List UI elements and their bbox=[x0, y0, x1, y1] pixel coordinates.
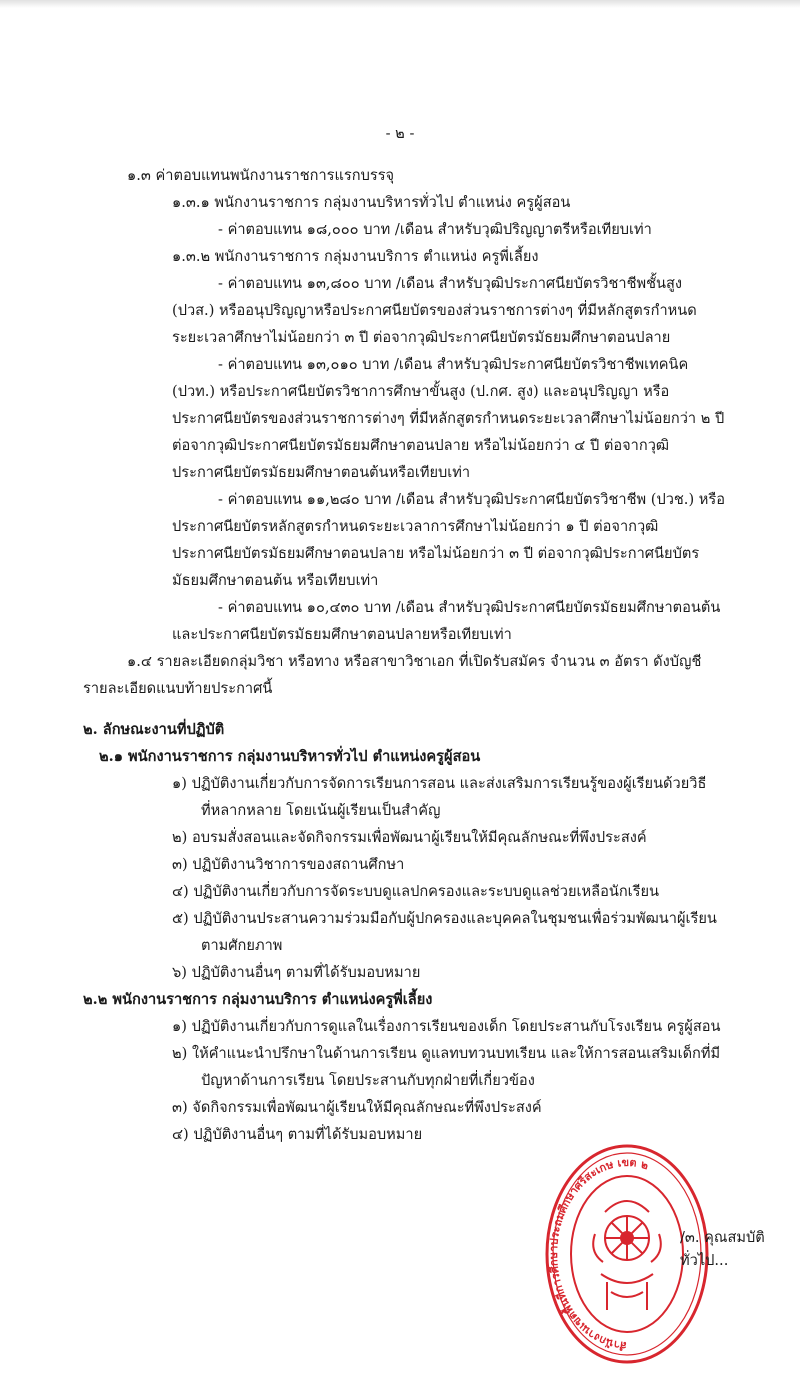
pay-line-3-cont-4: ประกาศนียบัตรมัธยมศึกษาตอนต้นหรือเทียบเท่า bbox=[172, 464, 471, 481]
duty-2-2-1: ๑) ปฏิบัติงานเกี่ยวกับการดูแลในเรื่องการเรียนของเด็ก โดยประสานกับโรงเรียน ครูผู้สอน bbox=[172, 1018, 721, 1035]
section-2-1-heading: ๒.๑ พนักงานราชการ กลุ่มงานบริหารทั่วไป ตำแหน่งครูผู้สอน bbox=[99, 748, 481, 765]
dharma-wheel-icon bbox=[593, 1201, 661, 1310]
pay-line-4: - ค่าตอบแทน ๑๑,๒๘๐ บาท /เดือน สำหรับวุฒิประกาศนียบัตรวิชาชีพ (ปวช.) หรือ bbox=[218, 491, 725, 508]
scan-edge bbox=[0, 0, 800, 8]
pay-line-1: - ค่าตอบแทน ๑๘,๐๐๐ บาท /เดือน สำหรับวุฒิปริญญาตรีหรือเทียบเท่า bbox=[218, 221, 652, 238]
section-2-heading: ๒. ลักษณะงานที่ปฏิบัติ bbox=[83, 721, 225, 738]
section-1-3-2-heading: ๑.๓.๒ พนักงานราชการ กลุ่มงานบริการ ตำแหน่ง ครูพี่เลี้ยง bbox=[172, 248, 539, 265]
duty-2-1-1-cont: ที่หลากหลาย โดยเน้นผู้เรียนเป็นสำคัญ bbox=[201, 802, 441, 819]
pay-line-4-cont-1: ประกาศนียบัตรหลักสูตรกำหนดระยะเวลาการศึกษาไม่น้อยกว่า ๑ ปี ต่อจากวุฒิ bbox=[172, 518, 659, 535]
section-1-3-1-heading: ๑.๓.๑ พนักงานราชการ กลุ่มงานบริหารทั่วไป ตำแหน่ง ครูผู้สอน bbox=[172, 194, 571, 211]
pay-line-3-cont-3: ต่อจากวุฒิประกาศนียบัตรมัธยมศึกษาตอนปลาย หรือไม่น้อยกว่า ๔ ปี ต่อจากวุฒิ bbox=[172, 437, 670, 454]
continuation-note: /๓. คุณสมบัติทั่วไป... bbox=[680, 1229, 765, 1269]
duty-2-1-6: ๖) ปฏิบัติงานอื่นๆ ตามที่ได้รับมอบหมาย bbox=[172, 964, 421, 981]
pay-line-5-cont-1: และประกาศนียบัตรมัธยมศึกษาตอนปลายหรือเทียบเท่า bbox=[172, 626, 512, 643]
section-1-4: ๑.๔ รายละเอียดกลุ่มวิชา หรือทาง หรือสาขาวิชาเอก ที่เปิดรับสมัคร จำนวน ๓ อัตรา ดังบัญชี bbox=[127, 653, 702, 670]
section-1-3-heading: ๑.๓ ค่าตอบแทนพนักงานราชการแรกบรรจุ bbox=[127, 167, 395, 184]
pay-line-2-cont-2: ระยะเวลาศึกษาไม่น้อยกว่า ๓ ปี ต่อจากวุฒิประกาศนียบัตรมัธยมศึกษาตอนปลาย bbox=[172, 329, 671, 346]
duty-2-2-3: ๓) จัดกิจกรรมเพื่อพัฒนาผู้เรียนให้มีคุณลักษณะที่พึงประสงค์ bbox=[172, 1099, 542, 1116]
duty-2-2-2: ๒) ให้คำแนะนำปรึกษาในด้านการเรียน ดูแลทบทวนบทเรียน และให้การสอนเสริมเด็กที่มี bbox=[172, 1045, 721, 1062]
pay-line-3-cont-1: (ปวท.) หรือประกาศนียบัตรวิชาการศึกษาขั้นสูง (ป.กศ. สูง) และอนุปริญญา หรือ bbox=[172, 383, 670, 400]
pay-line-3-cont-2: ประกาศนียบัตรของส่วนราชการต่างๆ ที่มีหลักสูตรกำหนดระยะเวลาศึกษาไม่น้อยกว่า ๒ ปี bbox=[172, 410, 725, 427]
pay-line-4-cont-3: มัธยมศึกษาตอนต้น หรือเทียบเท่า bbox=[172, 572, 379, 589]
pay-line-2: - ค่าตอบแทน ๑๓,๘๐๐ บาท /เดือน สำหรับวุฒิประกาศนียบัตรวิชาชีพชั้นสูง bbox=[218, 275, 683, 292]
duty-2-2-2-cont: ปัญหาด้านการเรียน โดยประสานกับทุกฝ่ายที่เกี่ยวข้อง bbox=[201, 1072, 535, 1089]
duty-2-1-2: ๒) อบรมสั่งสอนและจัดกิจกรรมเพื่อพัฒนาผู้เรียนให้มีคุณลักษณะที่พึงประสงค์ bbox=[172, 829, 647, 846]
duty-2-1-3: ๓) ปฏิบัติงานวิชาการของสถานศึกษา bbox=[172, 856, 405, 873]
duty-2-2-4: ๔) ปฏิบัติงานอื่นๆ ตามที่ได้รับมอบหมาย bbox=[172, 1126, 423, 1143]
pay-line-2-cont-1: (ปวส.) หรืออนุปริญญาหรือประกาศนียบัตรของส่วนราชการต่างๆ ที่มีหลักสูตรกำหนด bbox=[172, 302, 697, 319]
seal-ring-text: สำนักงานเขตพื้นที่การศึกษาประถมศึกษาศรีสะเกษ เขต ๒ bbox=[547, 1155, 650, 1353]
pay-line-5: - ค่าตอบแทน ๑๐,๔๓๐ บาท /เดือน สำหรับวุฒิประกาศนียบัตรมัธยมศึกษาตอนต้น bbox=[218, 599, 721, 616]
duty-2-1-5-cont: ตามศักยภาพ bbox=[201, 937, 283, 954]
section-1-4-cont: รายละเอียดแนบท้ายประกาศนี้ bbox=[83, 680, 273, 697]
pay-line-3: - ค่าตอบแทน ๑๓,๐๑๐ บาท /เดือน สำหรับวุฒิประกาศนียบัตรวิชาชีพเทคนิค bbox=[218, 356, 689, 373]
duty-2-1-5: ๕) ปฏิบัติงานประสานความร่วมมือกับผู้ปกครองและบุคคลในชุมชนเพื่อร่วมพัฒนาผู้เรียน bbox=[172, 910, 717, 927]
duty-2-1-4: ๔) ปฏิบัติงานเกี่ยวกับการจัดระบบดูแลปกครองและระบบดูแลช่วยเหลือนักเรียน bbox=[172, 883, 660, 900]
duty-2-1-1: ๑) ปฏิบัติงานเกี่ยวกับการจัดการเรียนการสอน และส่งเสริมการเรียนรู้ของผู้เรียนด้วยวิธี bbox=[172, 775, 707, 792]
page-number: - ๒ - bbox=[385, 125, 415, 142]
section-2-2-heading: ๒.๒ พนักงานราชการ กลุ่มงานบริการ ตำแหน่งครูพี่เลี้ยง bbox=[83, 991, 433, 1008]
pay-line-4-cont-2: ประกาศนียบัตรมัธยมศึกษาตอนปลาย หรือไม่น้อยกว่า ๓ ปี ต่อจากวุฒิประกาศนียบัตร bbox=[172, 545, 700, 562]
